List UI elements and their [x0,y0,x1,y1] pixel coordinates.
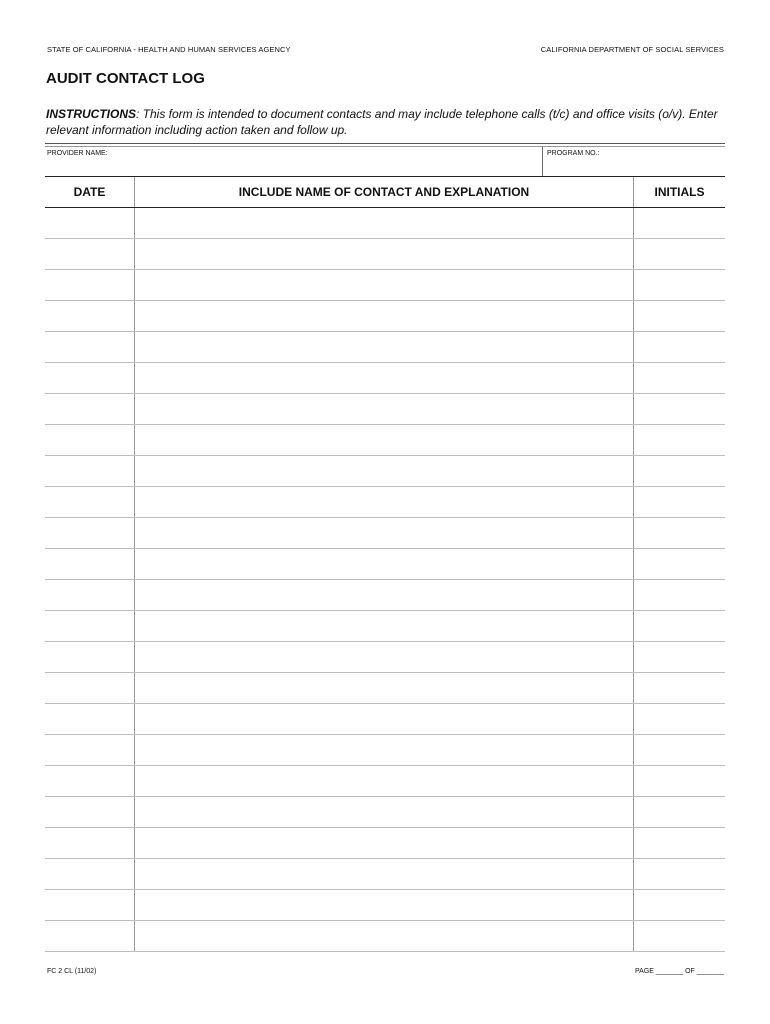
contact-cell[interactable] [135,859,634,890]
contact-cell[interactable] [135,828,634,859]
contact-cell[interactable] [135,642,634,673]
table-row [45,580,725,611]
date-cell[interactable] [45,425,135,456]
table-row [45,363,725,394]
contact-log-table [45,176,725,952]
date-cell[interactable] [45,735,135,766]
date-cell[interactable] [45,890,135,921]
contact-cell[interactable] [135,890,634,921]
date-cell[interactable] [45,673,135,704]
table-row [45,611,725,642]
instructions [46,106,736,138]
contact-cell[interactable] [135,487,634,518]
form-title: AUDIT CONTACT LOG [46,70,205,87]
initials-cell[interactable] [634,425,726,456]
agency-header: STATE OF CALIFORNIA - HEALTH AND HUMAN SERVICES AGENCY [47,45,291,54]
date-cell[interactable] [45,921,135,952]
table-row [45,921,725,952]
contact-cell[interactable] [135,456,634,487]
date-cell[interactable] [45,549,135,580]
contact-cell[interactable] [135,270,634,301]
page-of: PAGE _______ OF _______ [635,968,724,975]
initials-cell[interactable] [634,487,726,518]
initials-cell[interactable] [634,580,726,611]
date-cell[interactable] [45,797,135,828]
date-cell[interactable] [45,332,135,363]
contact-cell[interactable] [135,518,634,549]
initials-cell[interactable] [634,456,726,487]
table-row [45,332,725,363]
date-cell[interactable] [45,239,135,270]
table-row [45,239,725,270]
instructions-text: : This form is intended to document contacts and may include telephone calls (t/c) and office visits (o/v). Enter relevant information including action taken and follow up. [46,107,718,137]
provider-name-label: PROVIDER NAME: [47,150,108,157]
initials-cell[interactable] [634,611,726,642]
date-cell[interactable] [45,859,135,890]
contact-cell[interactable] [135,239,634,270]
table-row [45,859,725,890]
log-body [45,208,725,952]
table-row [45,704,725,735]
date-cell[interactable] [45,580,135,611]
initials-cell[interactable] [634,270,726,301]
table-row [45,766,725,797]
date-cell[interactable] [45,208,135,239]
form-number: FC 2 CL (11/02) [47,968,97,975]
initials-cell[interactable] [634,859,726,890]
program-no-label: PROGRAM NO.: [547,150,600,157]
contact-cell[interactable] [135,611,634,642]
initials-cell[interactable] [634,766,726,797]
contact-cell[interactable] [135,735,634,766]
table-row [45,518,725,549]
contact-cell[interactable] [135,797,634,828]
provider-program-fields [45,143,725,176]
date-cell[interactable] [45,394,135,425]
initials-cell[interactable] [634,890,726,921]
contact-cell[interactable] [135,580,634,611]
table-row [45,270,725,301]
table-row [45,456,725,487]
initials-cell[interactable] [634,735,726,766]
table-row [45,673,725,704]
date-cell[interactable] [45,611,135,642]
date-cell[interactable] [45,456,135,487]
date-cell[interactable] [45,487,135,518]
initials-cell[interactable] [634,363,726,394]
initials-cell[interactable] [634,673,726,704]
contact-column-header: INCLUDE NAME OF CONTACT AND EXPLANATION [135,177,634,208]
contact-cell[interactable] [135,394,634,425]
table-row [45,642,725,673]
contact-cell[interactable] [135,704,634,735]
table-row [45,828,725,859]
table-row [45,487,725,518]
date-cell[interactable] [45,270,135,301]
contact-cell[interactable] [135,921,634,952]
date-cell[interactable] [45,704,135,735]
table-header-row [45,177,725,208]
date-cell[interactable] [45,828,135,859]
instructions-label: INSTRUCTIONS [46,107,136,121]
initials-cell[interactable] [634,208,726,239]
contact-cell[interactable] [135,549,634,580]
contact-cell[interactable] [135,332,634,363]
contact-cell[interactable] [135,766,634,797]
initials-cell[interactable] [634,301,726,332]
initials-cell[interactable] [634,239,726,270]
initials-column-header: INITIALS [634,177,726,208]
contact-cell[interactable] [135,425,634,456]
initials-cell[interactable] [634,642,726,673]
date-cell[interactable] [45,766,135,797]
initials-cell[interactable] [634,921,726,952]
table-row [45,301,725,332]
table-row [45,797,725,828]
initials-cell[interactable] [634,704,726,735]
contact-cell[interactable] [135,301,634,332]
table-row [45,425,725,456]
initials-cell[interactable] [634,549,726,580]
department-header: CALIFORNIA DEPARTMENT OF SOCIAL SERVICES [540,45,724,54]
fields-divider [542,147,543,176]
table-row [45,735,725,766]
initials-cell[interactable] [634,797,726,828]
contact-cell[interactable] [135,673,634,704]
table-row [45,890,725,921]
initials-cell[interactable] [634,332,726,363]
initials-cell[interactable] [634,828,726,859]
date-cell[interactable] [45,642,135,673]
contact-cell[interactable] [135,208,634,239]
initials-cell[interactable] [634,518,726,549]
date-cell[interactable] [45,518,135,549]
date-column-header: DATE [45,177,135,208]
table-row [45,549,725,580]
initials-cell[interactable] [634,394,726,425]
contact-cell[interactable] [135,363,634,394]
table-row [45,394,725,425]
table-row [45,208,725,239]
date-cell[interactable] [45,363,135,394]
date-cell[interactable] [45,301,135,332]
